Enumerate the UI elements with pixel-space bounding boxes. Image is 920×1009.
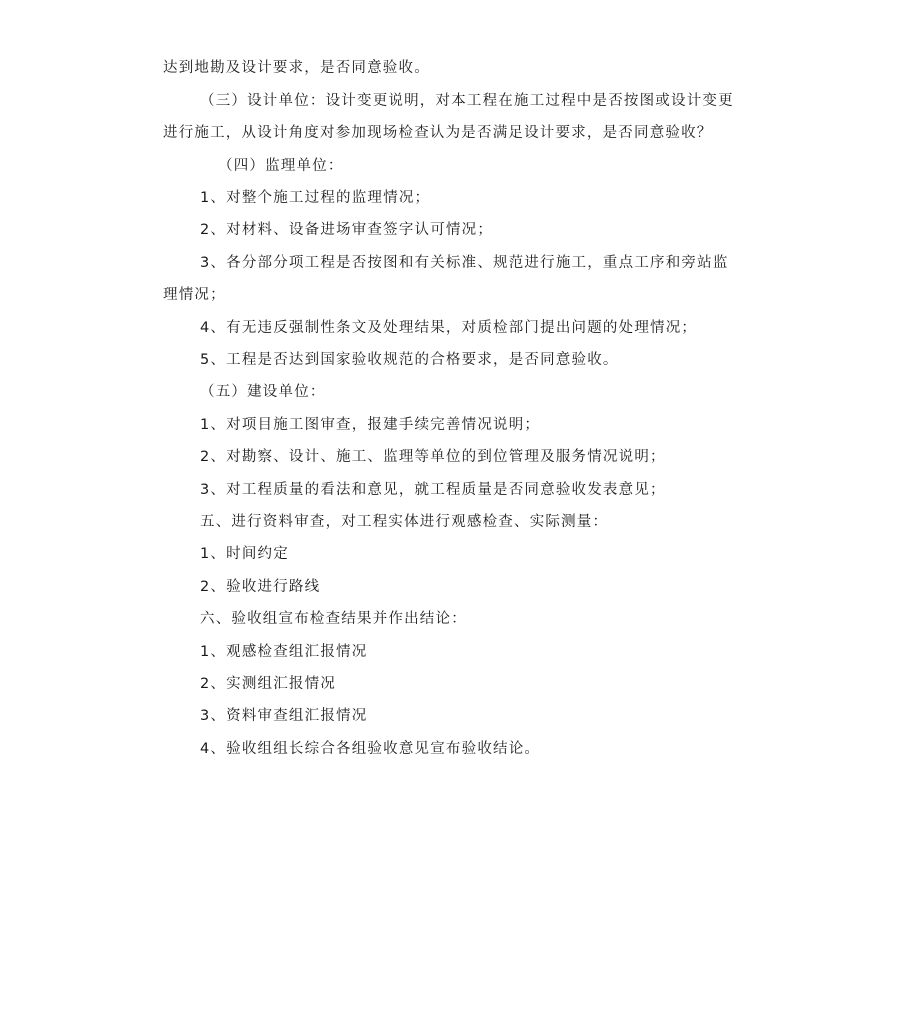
- text-line: （五）建设单位：: [200, 384, 326, 400]
- text-line: 2、验收进行路线: [200, 579, 321, 595]
- text-line: 1、观感检查组汇报情况: [200, 644, 368, 660]
- text-line: 达到地勘及设计要求，是否同意验收。: [163, 60, 430, 76]
- text-line: 4、有无违反强制性条文及处理结果，对质检部门提出问题的处理情况；: [200, 320, 698, 336]
- text-line: 4、验收组组长综合各组验收意见宣布验收结论。: [200, 741, 541, 757]
- text-line: 理情况；: [163, 287, 226, 303]
- text-line: （三）设计单位：设计变更说明，对本工程在施工过程中是否按图或设计变更: [200, 93, 734, 109]
- text-line: 2、对材料、设备进场审查签字认可情况；: [200, 222, 494, 238]
- text-line: 进行施工，从设计角度对参加现场检查认为是否满足设计要求，是否同意验收？: [163, 125, 713, 141]
- text-line: 3、对工程质量的看法和意见，就工程质量是否同意验收发表意见；: [200, 482, 666, 498]
- text-line: 5、工程是否达到国家验收规范的合格要求，是否同意验收。: [200, 352, 619, 368]
- text-line: 六、验收组宣布检查结果并作出结论：: [200, 611, 467, 627]
- text-line: 2、实测组汇报情况: [200, 676, 337, 692]
- text-line: 3、各分部分项工程是否按图和有关标准、规范进行施工，重点工序和旁站监: [200, 255, 729, 271]
- text-line: 1、对整个施工过程的监理情况；: [200, 190, 431, 206]
- text-line: （四）监理单位：: [218, 158, 344, 174]
- text-line: 1、时间约定: [200, 546, 289, 562]
- text-line: 1、对项目施工图审查，报建手续完善情况说明；: [200, 417, 541, 433]
- text-line: 3、资料审查组汇报情况: [200, 708, 368, 724]
- text-line: 五、进行资料审查，对工程实体进行观感检查、实际测量：: [200, 514, 609, 530]
- text-line: 2、对勘察、设计、施工、监理等单位的到位管理及服务情况说明；: [200, 449, 666, 465]
